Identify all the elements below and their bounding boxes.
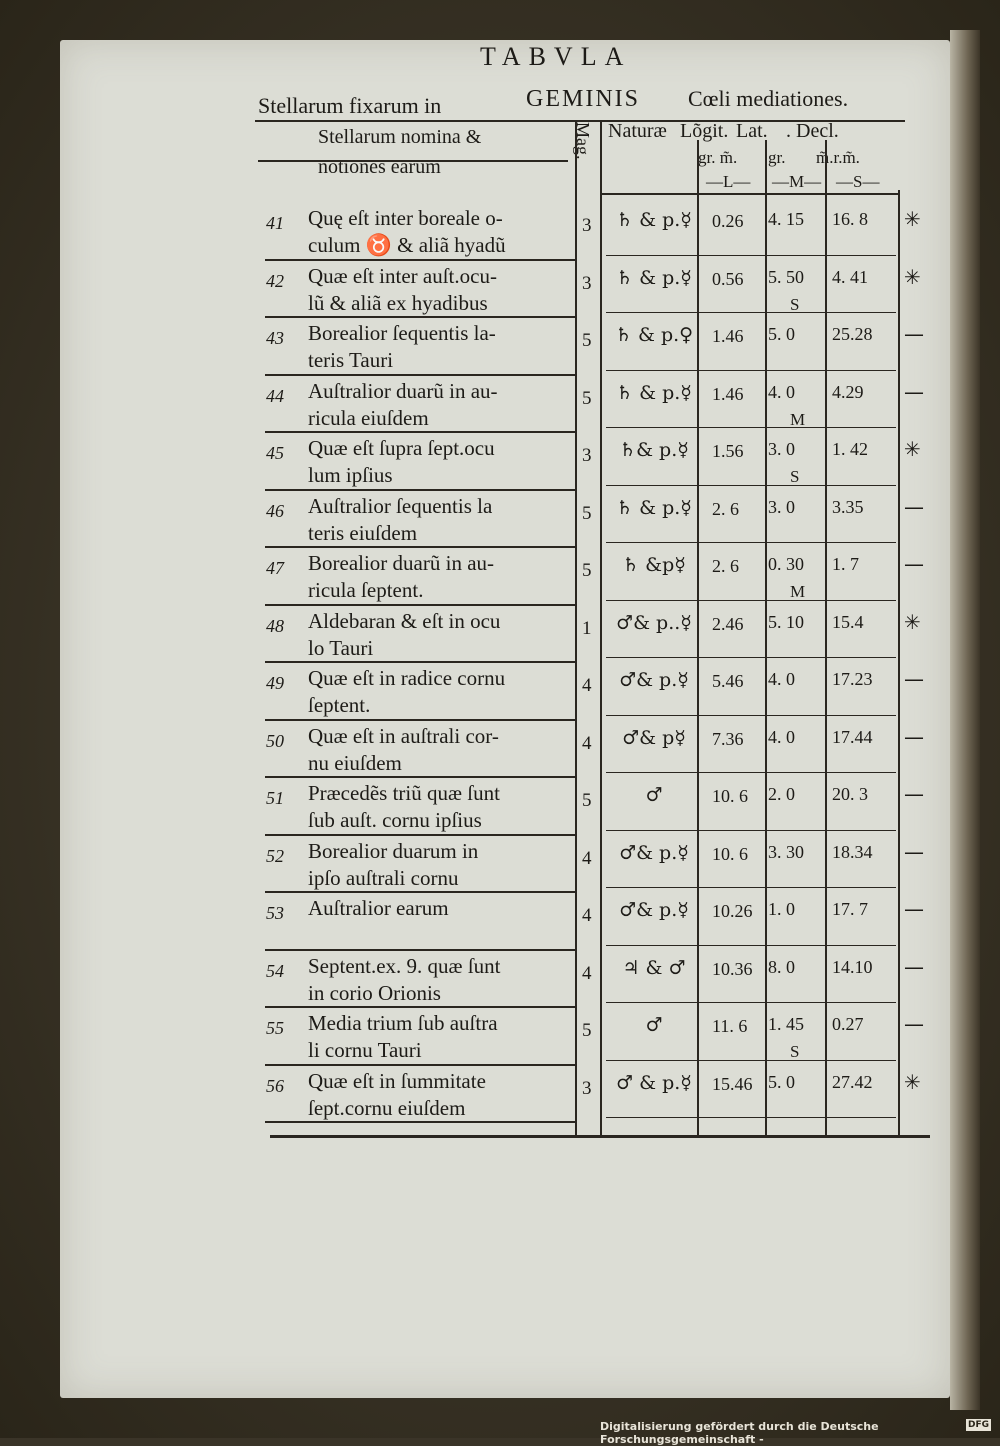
- nature: ♂& p.☿: [619, 899, 689, 921]
- latitude: 4. 0: [768, 381, 795, 402]
- nature: ♃ & ♂: [622, 956, 686, 979]
- declination: 18.34: [832, 841, 873, 862]
- declination: 20. 3: [832, 784, 868, 804]
- declination: 4. 41: [832, 266, 868, 287]
- longitude: 2. 6: [712, 498, 739, 519]
- latitude-sub: M: [790, 409, 806, 429]
- row-rule: [265, 374, 575, 376]
- latitude-sub: S: [790, 467, 800, 486]
- latitude: 1. 0: [768, 899, 795, 919]
- latitude: 4. 15: [768, 209, 804, 229]
- nature: ♂& p..☿: [616, 611, 692, 634]
- star-name-line1: Media trium ſub auſtra: [308, 1011, 498, 1035]
- longitude: 2.46: [712, 613, 744, 634]
- star-name-line2: ſeptent.: [308, 693, 371, 717]
- sub-L: —L—: [706, 172, 751, 191]
- latitude: 5. 0: [768, 324, 795, 344]
- star-name-line1: Borealior duarum in: [308, 838, 479, 863]
- row-rule: [265, 719, 575, 721]
- nature: ♄ & p.☿: [616, 381, 692, 404]
- star-name-line1: Auſtralior earum: [308, 896, 449, 920]
- row-rule: [265, 316, 575, 318]
- col-mag: Mag.: [573, 122, 593, 160]
- rule: [255, 120, 905, 122]
- star-name-line1: Aldebaran & eſt in ocu: [308, 608, 501, 633]
- star-name-line1: Auſtralior duarũ in au-: [308, 378, 498, 403]
- magnitude: 3: [582, 445, 592, 466]
- declination: 1. 7: [832, 554, 859, 574]
- declination: 27.42: [832, 1071, 873, 1092]
- longitude: 11. 6: [712, 1016, 748, 1036]
- row-number: 53: [266, 903, 284, 923]
- nature: ♄ & p.☿: [616, 496, 692, 519]
- col-names-line2: notiones earum: [318, 156, 441, 178]
- longitude: 10.26: [712, 901, 753, 921]
- col-names-line1: Stellarum nomina &: [318, 126, 482, 148]
- margin-mark: —: [904, 954, 924, 979]
- magnitude: 5: [582, 387, 592, 409]
- longitude: 10.36: [712, 958, 753, 979]
- latitude-sub: M: [790, 582, 806, 601]
- row-rule: [606, 1117, 896, 1118]
- star-name-line2: li cornu Tauri: [308, 1038, 422, 1062]
- col-rule: [600, 120, 602, 1135]
- latitude: 3. 30: [768, 841, 804, 862]
- latitude-sub: S: [790, 1042, 800, 1061]
- row-rule: [606, 1060, 896, 1061]
- magnitude: 4: [582, 847, 592, 869]
- row-number: 51: [266, 788, 284, 808]
- declination: 15.4: [832, 611, 864, 632]
- col-latitude: Lat.: [736, 120, 768, 142]
- col-rule: [825, 140, 827, 1135]
- row-rule: [606, 312, 896, 313]
- margin-mark: —: [904, 839, 924, 864]
- star-name-line1: Auſtralior ſequentis la: [308, 493, 493, 518]
- row-rule: [606, 830, 896, 831]
- footer-text: Digitalisierung gefördert durch die Deutsche Forschungsgemeinschaft -: [600, 1420, 879, 1446]
- row-number: 47: [266, 558, 284, 578]
- col-rule: [697, 140, 699, 1135]
- margin-mark: —: [904, 897, 924, 921]
- declination: 17.44: [832, 726, 873, 747]
- margin-mark: —: [904, 552, 924, 576]
- row-rule: [265, 259, 575, 261]
- star-name-line2: culum ♉ & aliã hyadũ: [308, 233, 506, 257]
- row-number: 41: [266, 213, 284, 233]
- magnitude: 4: [582, 962, 592, 984]
- page-title: TABVLA: [480, 42, 632, 71]
- declination: 17. 7: [832, 899, 868, 919]
- latitude: 5. 10: [768, 611, 804, 632]
- sub-lat: gr.: [768, 148, 786, 167]
- latitude-sub: S: [790, 294, 800, 314]
- nature: ♄ & p.☿: [616, 266, 692, 289]
- margin-mark: —: [904, 782, 924, 806]
- row-rule: [606, 485, 896, 486]
- row-number: 42: [266, 270, 284, 291]
- row-rule: [606, 600, 896, 601]
- nature: ♄ & p.☿: [616, 209, 692, 231]
- margin-mark: —: [904, 724, 924, 749]
- row-rule: [265, 834, 575, 836]
- latitude: 3. 0: [768, 439, 795, 459]
- star-name-line2: lũ & aliã ex hyadibus: [308, 290, 488, 315]
- row-rule: [606, 542, 896, 543]
- star-name-line2: in corio Orionis: [308, 980, 441, 1005]
- magnitude: 5: [582, 502, 592, 524]
- star-name-line1: Borealior duarũ in au-: [308, 551, 495, 575]
- row-number: 46: [266, 500, 284, 521]
- magnitude: 4: [582, 905, 592, 926]
- margin-mark: —: [904, 667, 924, 691]
- col-longitude: Lõgit.: [680, 120, 729, 142]
- latitude: 8. 0: [768, 956, 795, 977]
- row-number: 56: [266, 1075, 284, 1096]
- longitude: 1.56: [712, 441, 744, 461]
- row-rule: [265, 949, 575, 951]
- header-right: Cœli mediationes.: [688, 86, 849, 111]
- nature: ♂: [645, 1014, 663, 1036]
- margin-mark: ✳: [904, 264, 921, 289]
- sub-M: —M—: [772, 172, 822, 191]
- row-rule: [606, 945, 896, 946]
- star-name-line1: Septent.ex. 9. quæ ſunt: [308, 953, 501, 978]
- row-rule: [606, 370, 896, 371]
- row-rule: [265, 431, 575, 433]
- star-name-line2: ricula ſeptent.: [308, 578, 424, 602]
- star-name-line2: lo Tauri: [308, 635, 374, 660]
- margin-mark: —: [904, 379, 924, 404]
- declination: 16. 8: [832, 209, 868, 229]
- longitude: 2. 6: [712, 556, 739, 576]
- margin-mark: ✳: [904, 207, 921, 231]
- star-name-line1: Quæ eſt in ſummitate: [308, 1068, 486, 1093]
- sub-dec: m̃.r.m̃.: [816, 148, 860, 167]
- row-number: 48: [266, 615, 284, 636]
- star-name-line2: ipſo auſtrali cornu: [308, 865, 459, 890]
- star-name-line2: ricula eiuſdem: [308, 405, 429, 430]
- rule: [258, 160, 568, 162]
- declination: 1. 42: [832, 439, 868, 459]
- star-name-line2: ſept.cornu eiuſdem: [308, 1095, 466, 1120]
- declination: 17.23: [832, 669, 873, 689]
- row-rule: [265, 776, 575, 778]
- magnitude: 3: [582, 215, 592, 236]
- magnitude: 5: [582, 790, 592, 811]
- longitude: 7.36: [712, 728, 744, 749]
- star-name-line2: teris Tauri: [308, 348, 394, 372]
- nature: ♂& p.☿: [619, 669, 689, 691]
- row-number: 55: [266, 1018, 284, 1038]
- star-name-line1: Quæ eſt inter auſt.ocu-: [308, 263, 497, 288]
- margin-mark: ✳: [904, 437, 921, 461]
- nature: ♂: [645, 784, 663, 806]
- row-rule: [606, 255, 896, 256]
- row-rule: [265, 604, 575, 606]
- magnitude: 3: [582, 1077, 592, 1099]
- magnitude: 4: [582, 732, 592, 754]
- row-rule: [606, 1002, 896, 1003]
- nature: ♂ & p.☿: [616, 1071, 692, 1094]
- star-name-line2: nu eiuſdem: [308, 750, 402, 775]
- row-number: 49: [266, 673, 284, 693]
- row-number: 44: [266, 385, 284, 406]
- row-rule: [606, 427, 896, 428]
- col-rule: [765, 140, 767, 1135]
- dfg-logo: DFG: [968, 1420, 990, 1430]
- star-name-line2: teris eiuſdem: [308, 520, 418, 545]
- magnitude: 3: [582, 272, 592, 294]
- row-rule: [606, 715, 896, 716]
- nature: ♄ &p☿: [622, 554, 686, 576]
- star-name-line1: Quæ eſt ſupra ſept.ocu: [308, 436, 495, 460]
- sub-long: gr. m̃.: [698, 148, 738, 167]
- longitude: 0.26: [712, 211, 744, 231]
- row-rule: [606, 887, 896, 888]
- nature: ♂& p.☿: [619, 841, 689, 864]
- star-name-line1: Borealior ſequentis la-: [308, 321, 496, 345]
- longitude: 10. 6: [712, 843, 748, 864]
- row-number: 45: [266, 443, 284, 463]
- magnitude: 5: [582, 1020, 592, 1041]
- declination: 14.10: [832, 956, 873, 977]
- margin-mark: ✳: [904, 609, 921, 634]
- longitude: 15.46: [712, 1073, 753, 1094]
- longitude: 1.46: [712, 383, 744, 404]
- latitude: 4. 0: [768, 669, 795, 689]
- magnitude: 5: [582, 330, 592, 351]
- margin-mark: ✳: [904, 1069, 921, 1094]
- sub-S: —S—: [836, 172, 880, 191]
- latitude: 5. 0: [768, 1071, 795, 1092]
- longitude: 5.46: [712, 671, 744, 691]
- nature: ♂& p☿: [622, 726, 686, 749]
- row-rule: [265, 1121, 575, 1123]
- nature: ♄& p.☿: [619, 439, 689, 461]
- latitude: 5. 50: [768, 266, 804, 287]
- row-number: 52: [266, 845, 284, 866]
- col-nature: Naturæ: [608, 120, 667, 142]
- page-edge: [950, 30, 980, 1410]
- row-rule: [265, 891, 575, 893]
- row-rule: [265, 661, 575, 663]
- row-rule: [265, 1064, 575, 1066]
- star-name-line2: ſub auſt. cornu ipſius: [308, 808, 482, 832]
- header-sign: GEMINIS: [526, 86, 640, 112]
- longitude: 1.46: [712, 326, 744, 346]
- latitude: 4. 0: [768, 726, 795, 747]
- row-rule: [606, 772, 896, 773]
- row-number: 43: [266, 328, 284, 348]
- latitude: 0. 30: [768, 554, 804, 574]
- margin-mark: —: [904, 494, 924, 519]
- magnitude: 1: [582, 617, 592, 639]
- rule: [600, 193, 900, 195]
- declination: 25.28: [832, 324, 873, 344]
- margin-mark: —: [904, 1012, 924, 1036]
- row-rule: [265, 489, 575, 491]
- col-declination: . Decl.: [786, 120, 839, 142]
- star-name-line1: Quæ eſt in radice cornu: [308, 666, 506, 690]
- row-number: 50: [266, 730, 284, 751]
- row-number: 54: [266, 960, 284, 981]
- star-name-line1: Præcedẽs triũ quæ ſunt: [308, 781, 500, 805]
- star-name-line1: Quæ eſt in auſtrali cor-: [308, 723, 499, 748]
- longitude: 10. 6: [712, 786, 748, 806]
- magnitude: 4: [582, 675, 592, 696]
- nature: ♄ & p.♀: [614, 324, 694, 346]
- declination: 4.29: [832, 381, 864, 402]
- latitude: 3. 0: [768, 496, 795, 517]
- magnitude: 5: [582, 560, 592, 581]
- declination: 0.27: [832, 1014, 864, 1034]
- bottom-rule: [270, 1135, 930, 1138]
- col-rule: [898, 190, 900, 1135]
- longitude: 0.56: [712, 268, 744, 289]
- row-rule: [606, 657, 896, 658]
- star-name-line2: lum ipſius: [308, 463, 393, 487]
- star-name-line1: Quę eſt inter boreale o-: [308, 206, 503, 230]
- latitude: 2. 0: [768, 784, 795, 804]
- declination: 3.35: [832, 496, 864, 517]
- margin-mark: —: [904, 322, 924, 346]
- row-rule: [265, 546, 575, 548]
- row-rule: [265, 1006, 575, 1008]
- latitude: 1. 45: [768, 1014, 804, 1034]
- header-left: Stellarum fixarum in: [258, 93, 442, 118]
